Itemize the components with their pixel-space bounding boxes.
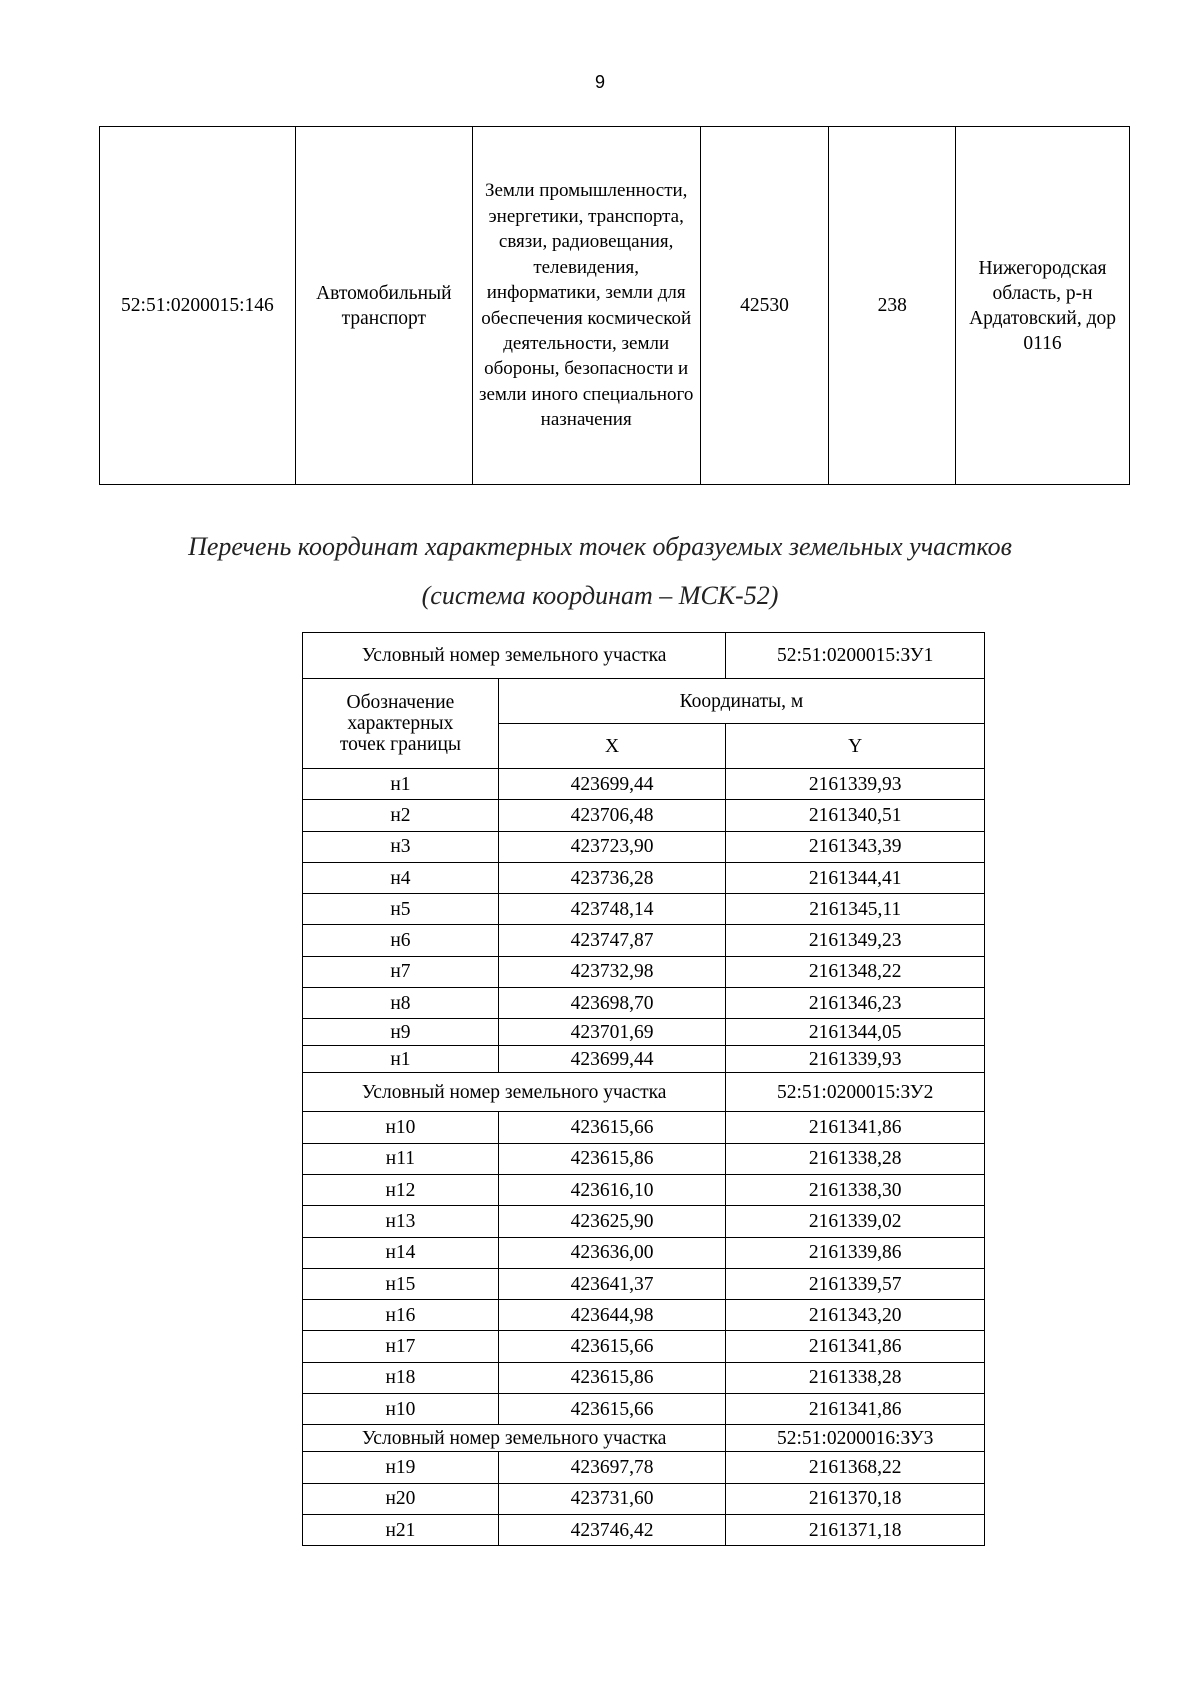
y-coordinate: 2161344,41 [726, 862, 985, 893]
usage-cell: Автомобильный транспорт [295, 127, 472, 485]
table-row [303, 1237, 985, 1268]
point-name: н2 [303, 800, 499, 831]
table-row [303, 1268, 985, 1299]
point-name: н5 [303, 894, 499, 925]
point-name: н1 [303, 769, 499, 800]
point-name: н11 [303, 1143, 499, 1174]
point-name: н18 [303, 1362, 499, 1393]
table-row [303, 988, 985, 1019]
y-coordinate: 2161343,20 [726, 1300, 985, 1331]
y-coordinate: 2161339,93 [726, 769, 985, 800]
point-name: н21 [303, 1514, 499, 1545]
y-coordinate: 2161349,23 [726, 925, 985, 956]
x-header: X [498, 724, 726, 769]
value-cell: 238 [829, 127, 956, 485]
table-row [303, 1206, 985, 1237]
table-row [303, 1514, 985, 1545]
point-name: н13 [303, 1206, 499, 1237]
x-coordinate: 423641,37 [498, 1268, 726, 1299]
y-coordinate: 2161341,86 [726, 1112, 985, 1143]
x-coordinate: 423616,10 [498, 1174, 726, 1205]
y-coordinate: 2161339,02 [726, 1206, 985, 1237]
parcel-label: Условный номер земельного участка [303, 1073, 726, 1112]
point-name: н9 [303, 1019, 499, 1046]
point-name: н14 [303, 1237, 499, 1268]
x-coordinate: 423697,78 [498, 1452, 726, 1483]
parcel-header-row [303, 1073, 985, 1112]
parcel-label: Условный номер земельного участка [303, 1425, 726, 1452]
coordinates-table [302, 632, 985, 1546]
y-coordinate: 2161346,23 [726, 988, 985, 1019]
table-row [303, 1143, 985, 1174]
table-row [303, 925, 985, 956]
point-name: н3 [303, 831, 499, 862]
address-cell: Нижегородская область, р-н Ардатовский, дор 0116 [956, 127, 1130, 485]
table-row [303, 956, 985, 987]
x-coordinate: 423698,70 [498, 988, 726, 1019]
table-row [303, 862, 985, 893]
point-name: н19 [303, 1452, 499, 1483]
x-coordinate: 423644,98 [498, 1300, 726, 1331]
point-name: н16 [303, 1300, 499, 1331]
x-coordinate: 423723,90 [498, 831, 726, 862]
y-coordinate: 2161344,05 [726, 1019, 985, 1046]
table-row [303, 831, 985, 862]
table-row [303, 1046, 985, 1073]
table-row [100, 127, 1130, 485]
x-coordinate: 423748,14 [498, 894, 726, 925]
y-coordinate: 2161343,39 [726, 831, 985, 862]
y-coordinate: 2161368,22 [726, 1452, 985, 1483]
table-row [303, 769, 985, 800]
y-coordinate: 2161339,86 [726, 1237, 985, 1268]
x-coordinate: 423706,48 [498, 800, 726, 831]
point-name: н10 [303, 1394, 499, 1425]
point-name: н8 [303, 988, 499, 1019]
column-header-row [303, 679, 985, 724]
table-row [303, 1174, 985, 1205]
x-coordinate: 423736,28 [498, 862, 726, 893]
x-coordinate: 423699,44 [498, 1046, 726, 1073]
y-coordinate: 2161348,22 [726, 956, 985, 987]
x-coordinate: 423747,87 [498, 925, 726, 956]
y-header: Y [726, 724, 985, 769]
x-coordinate: 423699,44 [498, 769, 726, 800]
y-coordinate: 2161370,18 [726, 1483, 985, 1514]
parcel-number: 52:51:0200016:ЗУ3 [726, 1425, 985, 1452]
x-coordinate: 423615,86 [498, 1143, 726, 1174]
parcel-number: 52:51:0200015:ЗУ2 [726, 1073, 985, 1112]
point-name: н12 [303, 1174, 499, 1205]
y-coordinate: 2161340,51 [726, 800, 985, 831]
y-coordinate: 2161338,28 [726, 1143, 985, 1174]
table-row [303, 894, 985, 925]
y-coordinate: 2161338,28 [726, 1362, 985, 1393]
table-row [303, 800, 985, 831]
y-coordinate: 2161338,30 [726, 1174, 985, 1205]
table-row [303, 1331, 985, 1362]
y-coordinate: 2161341,86 [726, 1331, 985, 1362]
coords-header: Координаты, м [498, 679, 984, 724]
y-coordinate: 2161339,93 [726, 1046, 985, 1073]
x-coordinate: 423701,69 [498, 1019, 726, 1046]
y-coordinate: 2161341,86 [726, 1394, 985, 1425]
x-coordinate: 423625,90 [498, 1206, 726, 1237]
point-header: Обозначение характерных точек границы [303, 679, 499, 769]
parcel-header-row [303, 633, 985, 679]
table-row [303, 1452, 985, 1483]
point-name: н15 [303, 1268, 499, 1299]
x-coordinate: 423746,42 [498, 1514, 726, 1545]
section-subtitle: (система координат – МСК-52) [421, 581, 779, 610]
x-coordinate: 423636,00 [498, 1237, 726, 1268]
land-info-table [99, 126, 1130, 485]
point-name: н20 [303, 1483, 499, 1514]
x-coordinate: 423615,66 [498, 1331, 726, 1362]
y-coordinate: 2161345,11 [726, 894, 985, 925]
parcel-header-row [303, 1425, 985, 1452]
page-number: 9 [594, 72, 605, 92]
x-coordinate: 423731,60 [498, 1483, 726, 1514]
point-name: н10 [303, 1112, 499, 1143]
x-coordinate: 423615,66 [498, 1112, 726, 1143]
table-row [303, 1394, 985, 1425]
x-coordinate: 423615,86 [498, 1362, 726, 1393]
section-title: Перечень координат характерных точек образуемых земельных участков [188, 532, 1012, 561]
parcel-label: Условный номер земельного участка [303, 633, 726, 679]
parcel-number: 52:51:0200015:ЗУ1 [726, 633, 985, 679]
coordinates-table-body [303, 633, 985, 1546]
area-cell: 42530 [700, 127, 829, 485]
cadastral-number: 52:51:0200015:146 [100, 127, 296, 485]
point-name: н4 [303, 862, 499, 893]
table-row [303, 1483, 985, 1514]
table-row [303, 1362, 985, 1393]
point-name: н7 [303, 956, 499, 987]
table-row [303, 1112, 985, 1143]
land-category-cell: Земли промышленности, энергетики, транспорта, связи, радиовещания, телевидения, информатики, земли для обеспечения космической деятельности, земли обороны, безопасности и земли иного специального назначения [472, 127, 700, 485]
x-coordinate: 423732,98 [498, 956, 726, 987]
point-name: н1 [303, 1046, 499, 1073]
point-name: н6 [303, 925, 499, 956]
table-row [303, 1300, 985, 1331]
y-coordinate: 2161339,57 [726, 1268, 985, 1299]
y-coordinate: 2161371,18 [726, 1514, 985, 1545]
table-row [303, 1019, 985, 1046]
x-coordinate: 423615,66 [498, 1394, 726, 1425]
point-name: н17 [303, 1331, 499, 1362]
